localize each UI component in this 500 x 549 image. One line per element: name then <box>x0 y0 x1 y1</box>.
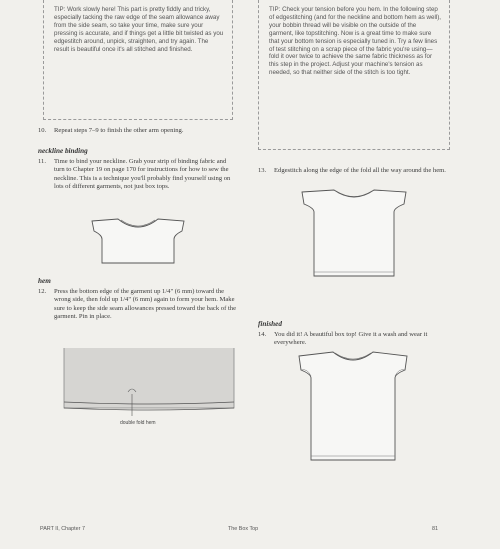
step-text: Time to bind your neckline. Grab your strip of binding fabric and turn to Chapter 19 on page 170 for instructions for how to sew the neckline. This is a technique you'll probably find yourself using on lots of different garments, not just box tops. <box>54 158 231 190</box>
figure-top-neckline <box>88 213 188 265</box>
step-text: Repeat steps 7–9 to finish the other arm opening. <box>54 127 184 134</box>
step-12 <box>38 288 238 321</box>
step-10 <box>38 127 243 135</box>
tip-left-text: TIP: Work slowly here! This part is pretty fiddly and tricky, especially tacking the raw edge of the seam allowance away from the side seam, so take your time, make sure your pressing is accurate, and if things get a little bit twisted as you edgestitch around, unpick, straighten, and try again. The result is beautiful once it's all stitched and finished. <box>54 6 224 53</box>
step-number: 10. <box>38 127 47 134</box>
caption-double-fold-hem: double fold hem <box>120 420 156 426</box>
step-text: Edgestitch along the edge of the fold all the way around the hem. <box>274 167 446 174</box>
step-number: 13. <box>258 167 267 174</box>
tip-box-left <box>43 0 233 120</box>
heading-hem: hem <box>38 277 51 285</box>
figure-finished-top <box>295 346 411 464</box>
step-text: Press the bottom edge of the garment up 1/4" (6 mm) toward the wrong side, then fold up 1/4" (6 mm) again to form your hem. Make sure to keep the side seam allowances pressed toward the back of the garment. Pin in place. <box>54 288 236 320</box>
tip-right-text: TIP: Check your tension before you hem. In the following step of edgestitching (and for the neckline and bottom hem as well), your bobbin thread will be visible on the outside of the garment, like topstitching. Now is a great time to make sure that your bottom tension is especially tuned in. Try a few lines of test stitching on a scrap piece of the fabric you're using—fold it over twice to achieve the same fabric thickness as for this step in the project. Adjust your machine's tension as needed, so that neither side of the stitch is too tight. <box>269 6 441 77</box>
heading-neckline-binding: neckline binding <box>38 147 88 155</box>
tip-box-right <box>258 0 450 150</box>
heading-finished: finished <box>258 320 282 328</box>
footer-title: The Box Top <box>228 526 259 532</box>
figure-top-hemmed <box>298 184 410 279</box>
step-11 <box>38 158 238 191</box>
step-text: You did it! A beautiful box top! Give it a wash and wear it everywhere. <box>274 331 428 347</box>
step-number: 14. <box>258 331 267 338</box>
page-number: 81 <box>432 526 438 532</box>
figure-hem-fold <box>62 346 237 418</box>
footer-chapter: PART II, Chapter 7 <box>40 526 85 532</box>
step-number: 12. <box>38 288 47 295</box>
step-number: 11. <box>38 158 46 165</box>
step-13 <box>258 167 448 175</box>
